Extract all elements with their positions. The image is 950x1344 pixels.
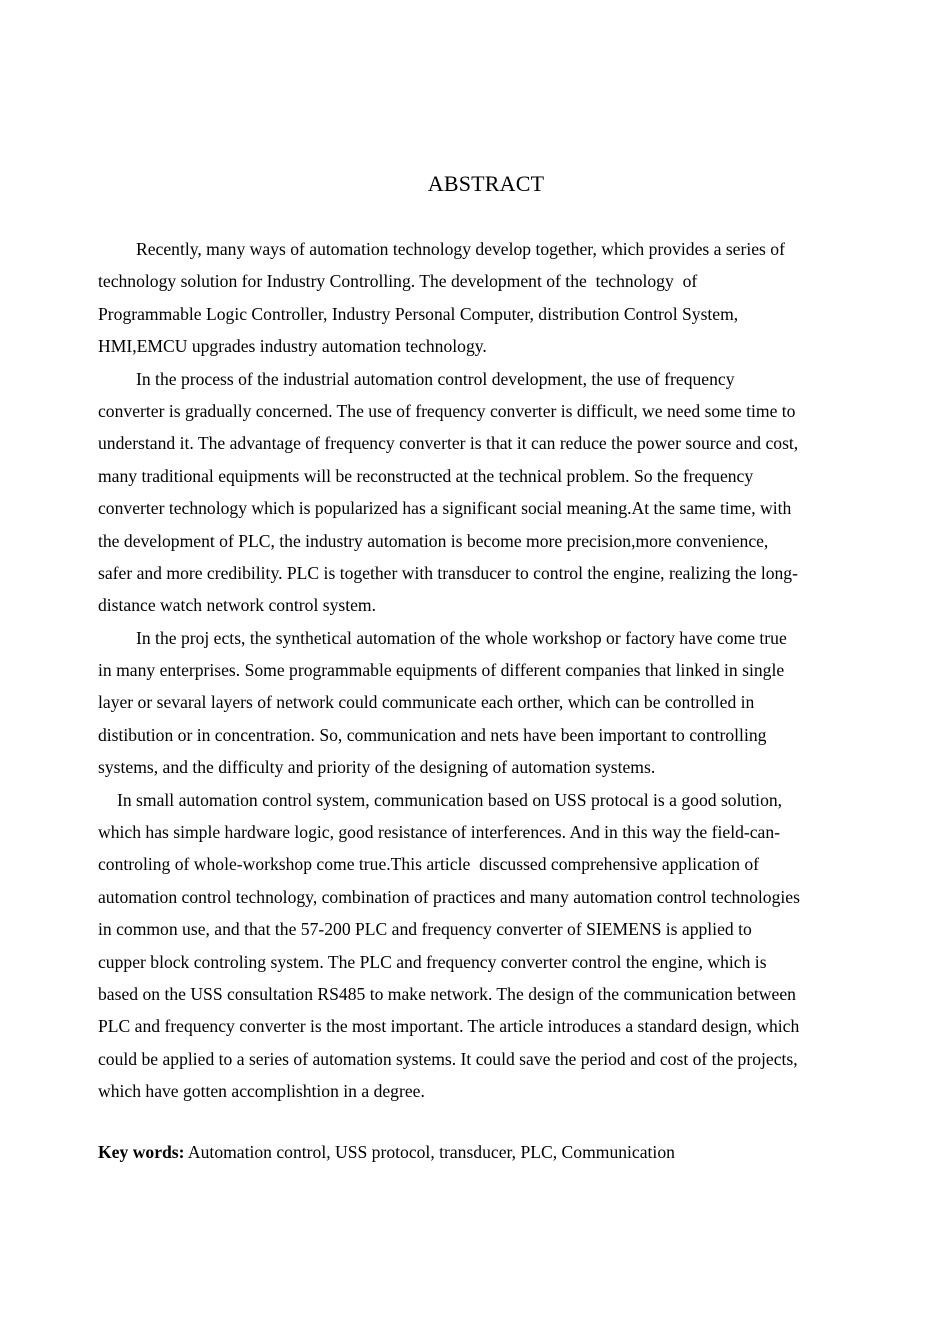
text-line: which have gotten accomplishtion in a degree. [98,1081,425,1102]
text-line: In small automation control system, communication based on USS protocal is a good solution, [117,789,783,810]
text-line: based on the USS consultation RS485 to make network. The design of the communication between [98,983,796,1004]
text-line: which has simple hardware logic, good resistance of interferences. And in this way the field-can- [98,822,781,843]
paragraph-1 [98,233,868,363]
text-line: layer or sevaral layers of network could communicate each orther, which can be controlled in [98,692,755,713]
text-line: cupper block controling system. The PLC and frequency converter control the engine, which is [98,951,767,972]
text-line: controling of whole-workshop come true.This article discussed comprehensive application of [98,854,760,875]
text-line: safer and more credibility. PLC is together with transducer to control the engine, realizing the long- [98,562,798,583]
text-line: In the process of the industrial automation control development, the use of frequency [136,368,735,389]
paragraph-2 [98,363,868,622]
text-line: in common use, and that the 57-200 PLC and frequency converter of SIEMENS is applied to [98,919,752,940]
paragraph-4 [98,784,868,1108]
text-line: converter is gradually concerned. The use of frequency converter is difficult, we need some time to [98,400,796,421]
text-line: the development of PLC, the industry automation is become more precision,more convenience, [98,530,769,551]
text-line: distibution or in concentration. So, communication and nets have been important to controlling [98,724,767,745]
text-line: automation control technology, combination of practices and many automation control technologies [98,886,800,907]
text-line: distance watch network control system. [98,595,377,616]
text-line: systems, and the difficulty and priority of the designing of automation systems. [98,757,656,778]
text-line: technology solution for Industry Controlling. The development of the technology of [98,271,698,292]
keywords-label: Key words: [98,1142,185,1162]
text-line: could be applied to a series of automation systems. It could save the period and cost of the projects, [98,1048,798,1069]
text-line: many traditional equipments will be reconstructed at the technical problem. So the frequency [98,465,754,486]
paragraph-3 [98,622,868,784]
text-line: converter technology which is popularized has a significant social meaning.At the same time, with [98,498,792,519]
abstract-body [98,233,868,1108]
text-line: PLC and frequency converter is the most important. The article introduces a standard design, which [98,1016,800,1037]
text-line: in many enterprises. Some programmable equipments of different companies that linked in single [98,660,785,681]
text-line: HMI,EMCU upgrades industry automation technology. [98,336,487,357]
abstract-title: ABSTRACT [427,171,545,196]
text-line: Programmable Logic Controller, Industry Personal Computer, distribution Control System, [98,303,739,324]
text-line: In the proj ects, the synthetical automation of the whole workshop or factory have come true [136,627,787,648]
text-line: Recently, many ways of automation technology develop together, which provides a series of [136,239,785,259]
keywords-line [98,1137,675,1167]
keywords-value: Automation control, USS protocol, transducer, PLC, Communication [184,1142,675,1162]
text-line: understand it. The advantage of frequency converter is that it can reduce the power source and cost, [98,433,799,454]
